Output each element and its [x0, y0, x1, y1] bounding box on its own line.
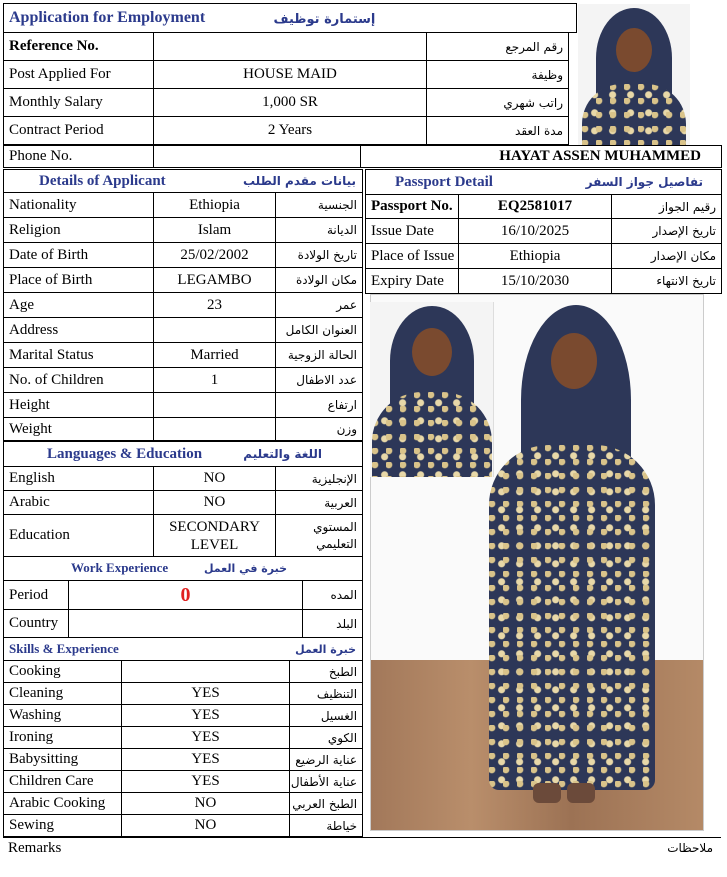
- height-label: Height: [4, 393, 154, 418]
- marital-label: Marital Status: [4, 343, 154, 368]
- reference-value: [154, 33, 427, 61]
- passport-title-en: Passport Detail: [395, 173, 493, 190]
- header-table: [3, 3, 577, 33]
- cleaning-label-ar: التنظيف: [290, 683, 363, 705]
- education-label: Education: [4, 515, 154, 557]
- ironing-label-ar: الكوي: [290, 727, 363, 749]
- expiry-date-label-ar: تاريخ الانتهاء: [612, 269, 722, 294]
- arabic-cooking-value: NO: [122, 793, 290, 815]
- country-label-ar: البلد: [303, 610, 363, 638]
- salary-label-ar: راتب شهري: [427, 89, 569, 117]
- applicant-row: [4, 318, 363, 343]
- skill-row: [4, 793, 363, 815]
- applicant-row: [4, 193, 363, 218]
- children-label: No. of Children: [4, 368, 154, 393]
- phone-label: Phone No.: [4, 146, 154, 168]
- education-value: [154, 515, 276, 557]
- contract-label-ar: مدة العقد: [427, 117, 569, 145]
- post-label-ar: وظيفة: [427, 61, 569, 89]
- contract-row: [4, 117, 569, 145]
- period-label: Period: [4, 581, 69, 610]
- passport-row: [366, 244, 722, 269]
- expiry-date-value: 15/10/2030: [459, 269, 612, 294]
- applicant-row: [4, 393, 363, 418]
- skill-row: [4, 815, 363, 837]
- work-row: [4, 610, 363, 638]
- period-label-ar: المده: [303, 581, 363, 610]
- passport-title-ar: تفاصيل جواز السفر: [585, 175, 704, 189]
- washing-value: YES: [122, 705, 290, 727]
- work-experience-table: [3, 556, 363, 638]
- applicant-section-header: [4, 170, 363, 193]
- children-value: 1: [154, 368, 276, 393]
- place-of-issue-label-ar: مكان الإصدار: [612, 244, 722, 269]
- english-value: NO: [154, 467, 276, 491]
- applicant-row: [4, 218, 363, 243]
- address-label: Address: [4, 318, 154, 343]
- arabic-label: Arabic: [4, 491, 154, 515]
- language-row: [4, 491, 363, 515]
- expiry-date-label: Expiry Date: [366, 269, 459, 294]
- country-label: Country: [4, 610, 69, 638]
- nationality-label-ar: الجنسية: [276, 193, 363, 218]
- face-shape: [616, 28, 652, 72]
- applicant-name: HAYAT ASSEN MUHAMMED: [361, 146, 722, 168]
- remarks-cell: [3, 838, 721, 860]
- weight-label: Weight: [4, 418, 154, 441]
- weight-value: [154, 418, 276, 441]
- religion-value: Islam: [154, 218, 276, 243]
- contract-label: Contract Period: [4, 117, 154, 145]
- place-of-issue-label: Place of Issue: [366, 244, 459, 269]
- education-value-line2: LEVEL: [190, 536, 239, 553]
- passport-no-label-ar: رقيم الجواز: [612, 195, 722, 219]
- arabic-value: NO: [154, 491, 276, 515]
- work-row: [4, 581, 363, 610]
- skills-table: [3, 637, 363, 837]
- work-section-header: [4, 557, 363, 581]
- applicant-row: [4, 418, 363, 441]
- phone-name-table: [3, 145, 722, 168]
- height-value: [154, 393, 276, 418]
- face-shape: [412, 328, 452, 376]
- babysitting-label: Babysitting: [4, 749, 122, 771]
- education-label-ar: [276, 515, 363, 557]
- age-label-ar: عمر: [276, 293, 363, 318]
- languages-title-en: Languages & Education: [47, 445, 203, 462]
- arabic-cooking-label: Arabic Cooking: [4, 793, 122, 815]
- age-label: Age: [4, 293, 154, 318]
- pob-label: Place of Birth: [4, 268, 154, 293]
- language-row: [4, 467, 363, 491]
- issue-date-label-ar: تاريخ الإصدار: [612, 219, 722, 244]
- country-value: [69, 610, 303, 638]
- english-label: English: [4, 467, 154, 491]
- post-label: Post Applied For: [4, 61, 154, 89]
- applicant-row: [4, 293, 363, 318]
- languages-section-header: [4, 442, 363, 467]
- cooking-value: [122, 661, 290, 683]
- remarks-label: Remarks: [8, 840, 62, 857]
- children-care-label: Children Care: [4, 771, 122, 793]
- header-title-cell: [4, 4, 577, 33]
- dob-label-ar: تاريخ الولادة: [276, 243, 363, 268]
- children-care-label-ar: عناية الأطفال: [290, 771, 363, 793]
- place-of-issue-value: Ethiopia: [459, 244, 612, 269]
- passport-no-label: Passport No.: [366, 195, 459, 219]
- issue-date-value: 16/10/2025: [459, 219, 612, 244]
- address-value: [154, 318, 276, 343]
- left-foot-shape: [533, 783, 561, 803]
- skill-row: [4, 727, 363, 749]
- passport-row: [366, 195, 722, 219]
- applicant-row: [4, 343, 363, 368]
- applicant-row: [4, 368, 363, 393]
- applicant-row: [4, 268, 363, 293]
- skill-row: [4, 771, 363, 793]
- phone-value: [154, 146, 361, 168]
- babysitting-label-ar: عناية الرضيع: [290, 749, 363, 771]
- passport-table: [365, 169, 722, 294]
- sewing-value: NO: [122, 815, 290, 837]
- applicant-row: [4, 243, 363, 268]
- remarks-label-ar: ملاحظات: [667, 841, 713, 855]
- passport-no-value: EQ2581017: [459, 195, 612, 219]
- applicant-headshot-photo: [578, 4, 690, 145]
- header-title-en: Application for Employment: [9, 9, 206, 26]
- religion-label-ar: الديانة: [276, 218, 363, 243]
- skill-row: [4, 661, 363, 683]
- education-row: [4, 515, 363, 557]
- marital-value: Married: [154, 343, 276, 368]
- period-value: 0: [69, 581, 303, 610]
- ironing-value: YES: [122, 727, 290, 749]
- nationality-label: Nationality: [4, 193, 154, 218]
- dress-shape: [582, 84, 686, 145]
- cooking-label-ar: الطبخ: [290, 661, 363, 683]
- skill-row: [4, 705, 363, 727]
- height-label-ar: ارتفاع: [276, 393, 363, 418]
- applicant-title-en: Details of Applicant: [39, 172, 166, 189]
- reference-label-ar: رقم المرجع: [427, 33, 569, 61]
- applicant-details-table: [3, 169, 363, 441]
- religion-label: Religion: [4, 218, 154, 243]
- applicant-title-ar: بيانات مقدم الطلب: [242, 174, 357, 188]
- work-title-en: Work Experience: [71, 560, 169, 575]
- top-info-table: [3, 32, 569, 145]
- skills-title-en: Skills & Experience: [9, 640, 119, 656]
- work-title-ar: خبرة في العمل: [203, 562, 288, 575]
- passport-row: [366, 269, 722, 294]
- skills-section-header: [4, 638, 363, 661]
- washing-label-ar: الغسيل: [290, 705, 363, 727]
- salary-label: Monthly Salary: [4, 89, 154, 117]
- applicant-portrait-photo-overlay: [370, 302, 494, 477]
- post-row: [4, 61, 569, 89]
- sewing-label: Sewing: [4, 815, 122, 837]
- children-label-ar: عدد الاطفال: [276, 368, 363, 393]
- arabic-cooking-label-ar: الطبخ العربي: [290, 793, 363, 815]
- ironing-label: Ironing: [4, 727, 122, 749]
- passport-row: [366, 219, 722, 244]
- weight-label-ar: وزن: [276, 418, 363, 441]
- languages-table: [3, 441, 363, 557]
- washing-label: Washing: [4, 705, 122, 727]
- contract-value: 2 Years: [154, 117, 427, 145]
- skill-row: [4, 749, 363, 771]
- issue-date-label: Issue Date: [366, 219, 459, 244]
- cooking-label: Cooking: [4, 661, 122, 683]
- sewing-label-ar: خياطة: [290, 815, 363, 837]
- babysitting-value: YES: [122, 749, 290, 771]
- reference-row: [4, 33, 569, 61]
- age-value: 23: [154, 293, 276, 318]
- salary-value: 1,000 SR: [154, 89, 427, 117]
- children-care-value: YES: [122, 771, 290, 793]
- remarks-table: [3, 837, 721, 860]
- header-title-ar: إستمارة توظيف: [273, 11, 376, 27]
- skill-row: [4, 683, 363, 705]
- reference-label: Reference No.: [4, 33, 154, 61]
- cleaning-value: YES: [122, 683, 290, 705]
- english-label-ar: الإنجليزية: [276, 467, 363, 491]
- nationality-value: Ethiopia: [154, 193, 276, 218]
- salary-row: [4, 89, 569, 117]
- education-label-ar-line1: المستوي: [313, 519, 357, 534]
- cleaning-label: Cleaning: [4, 683, 122, 705]
- post-value: HOUSE MAID: [154, 61, 427, 89]
- education-label-ar-line2: التعليمي: [316, 536, 357, 551]
- arabic-label-ar: العربية: [276, 491, 363, 515]
- dob-label: Date of Birth: [4, 243, 154, 268]
- passport-section-header: [366, 170, 722, 195]
- education-value-line1: SECONDARY: [169, 518, 260, 535]
- marital-label-ar: الحالة الزوجية: [276, 343, 363, 368]
- dress-shape: [489, 445, 655, 790]
- address-label-ar: العنوان الكامل: [276, 318, 363, 343]
- skills-title-ar: خبرة العمل: [295, 643, 357, 656]
- pob-label-ar: مكان الولادة: [276, 268, 363, 293]
- dob-value: 25/02/2002: [154, 243, 276, 268]
- right-foot-shape: [567, 783, 595, 803]
- languages-title-ar: اللغة والتعليم: [243, 447, 322, 461]
- pob-value: LEGAMBO: [154, 268, 276, 293]
- face-shape: [551, 333, 597, 389]
- dress-shape: [372, 392, 492, 477]
